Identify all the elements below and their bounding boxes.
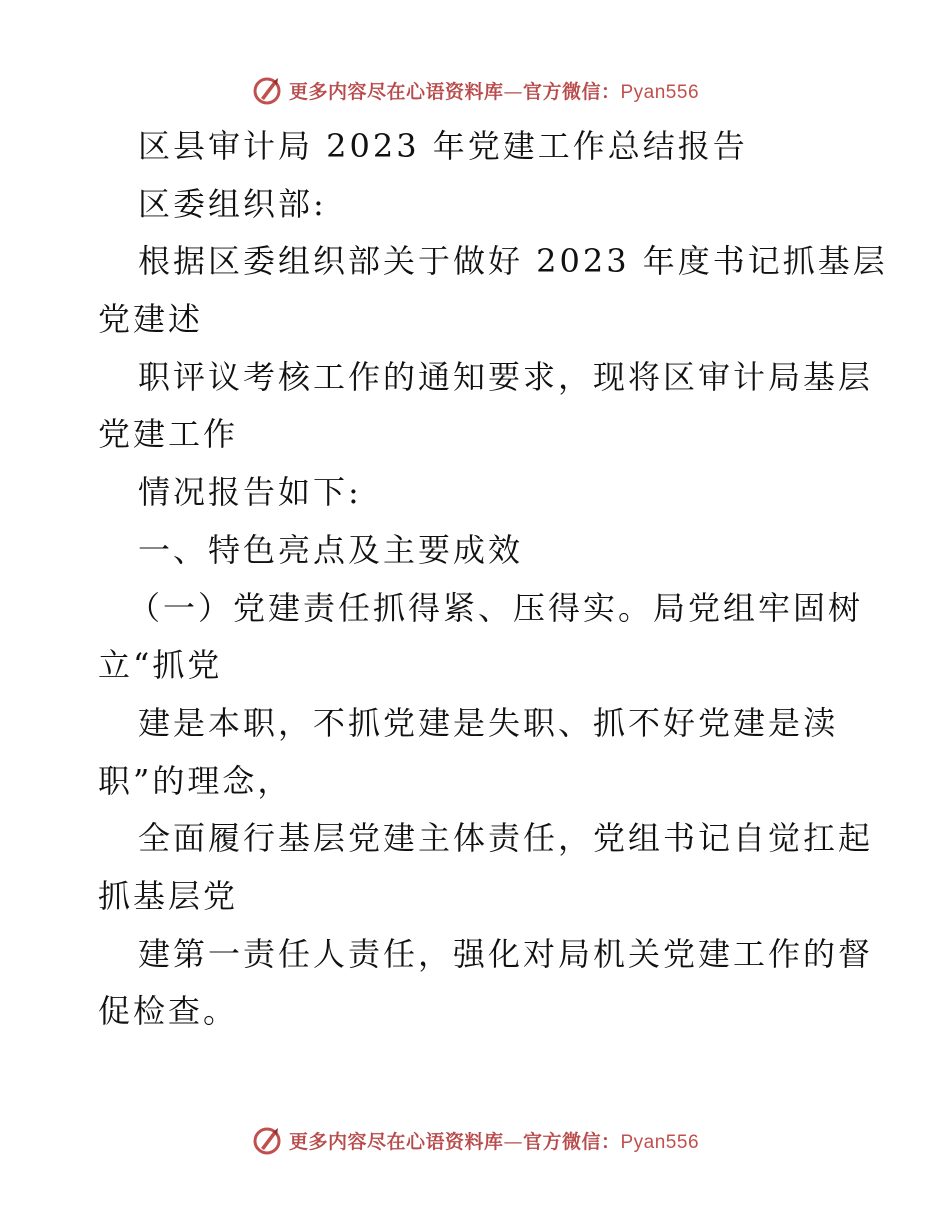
quill-circle-logo-icon <box>251 74 283 106</box>
watermark-text: 更多内容尽在心语资料库—官方微信：Pyan556 <box>288 80 700 103</box>
text-line: 促检查。 <box>98 992 239 1031</box>
section-heading: 一、特色亮点及主要成效 <box>138 530 524 569</box>
quill-circle-logo-icon <box>251 1124 283 1156</box>
text-line: 抓基层党 <box>98 876 239 915</box>
text-line: 情况报告如下: <box>138 473 362 512</box>
text-line: 建是本职，不抓党建是失职、抓不好党建是渎 <box>138 703 839 742</box>
text-line: 建第一责任人责任，强化对局机关党建工作的督 <box>138 934 874 973</box>
text-line: 职评议考核工作的通知要求，现将区审计局基层 <box>138 357 874 396</box>
text-line: 全面履行基层党建主体责任，党组书记自觉扛起 <box>138 819 874 858</box>
watermark-text: 更多内容尽在心语资料库—官方微信：Pyan556 <box>288 1130 700 1153</box>
text-line: 根据区委组织部关于做好 2023 年度书记抓基层 <box>138 242 888 281</box>
text-line: 职”的理念， <box>98 761 293 800</box>
document-title: 区县审计局 2023 年党建工作总结报告 <box>138 127 748 165</box>
addressee: 区委组织部: <box>138 184 327 223</box>
footer-watermark <box>0 1120 950 1160</box>
text-line: 党建述 <box>98 300 204 339</box>
text-line: 立“抓党 <box>98 646 223 685</box>
subsection-heading: （一）党建责任抓得紧、压得实。局党组牢固树 <box>128 588 864 627</box>
header-watermark <box>0 70 950 110</box>
text-line: 党建工作 <box>98 415 239 454</box>
document-body <box>98 118 888 1041</box>
